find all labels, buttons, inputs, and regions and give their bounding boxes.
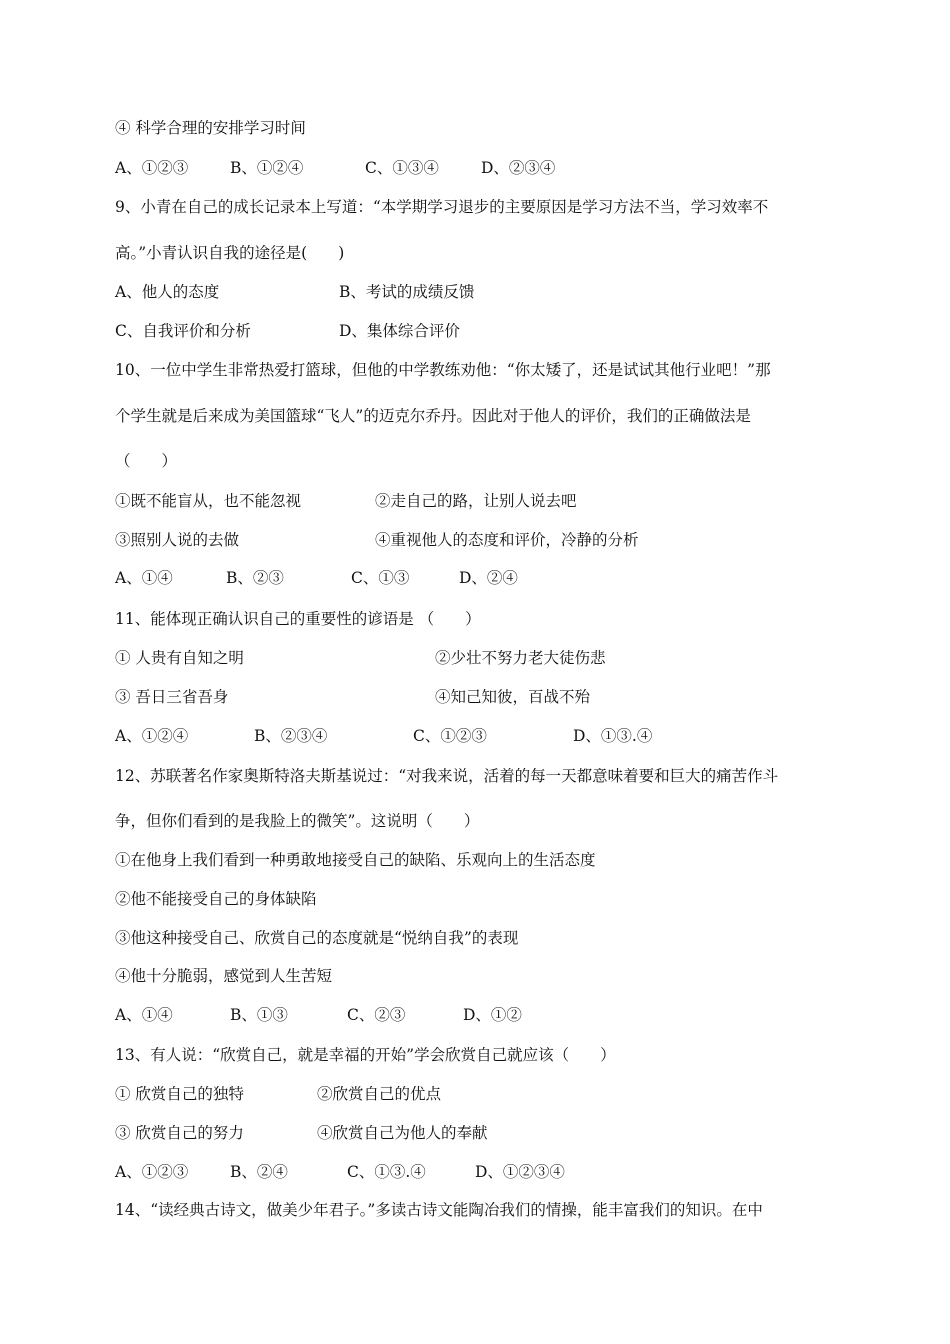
q12-item-1: ①在他身上我们看到一种勇敢地接受自己的缺陷、乐观向上的生活态度 <box>115 851 596 869</box>
q11-option-c: C、①②③ <box>413 727 487 745</box>
q11-option-d: D、①③.④ <box>573 727 653 745</box>
q12-option-b: B、①③ <box>230 1006 288 1024</box>
q11-item-1: ① 人贵有自知之明 <box>115 649 244 667</box>
q13-item-4: ④欣赏自己为他人的奉献 <box>317 1124 488 1142</box>
q11-item-4: ④知己知彼，百战不殆 <box>435 688 591 706</box>
q10-option-c: C、①③ <box>351 569 410 587</box>
q12-option-c: C、②③ <box>347 1006 406 1024</box>
q10-item-3: ③照别人说的去做 <box>115 531 240 549</box>
q10-stem-line-2: 个学生就是后来成为美国篮球“飞人”的迈克尔乔丹。因此对于他人的评价，我们的正确做法是 <box>115 407 751 425</box>
q11-option-a: A、①②④ <box>115 727 189 745</box>
q8-option-c: C、①③④ <box>365 159 439 177</box>
q14-stem-line-1: 14、“读经典古诗文，做美少年君子。”多读古诗文能陶冶我们的情操，能丰富我们的知识。在中 <box>115 1201 763 1219</box>
q10-stem-line-1: 10、一位中学生非常热爱打篮球，但他的中学教练劝他：“你太矮了，还是试试其他行业吧！”那 <box>115 361 771 379</box>
q11-stem: 11、能体现正确认识自己的重要性的谚语是 （ ） <box>115 610 481 628</box>
q11-item-2: ②少壮不努力老大徒伤悲 <box>435 649 606 667</box>
q10-stem-line-3: （ ） <box>115 452 178 470</box>
q11-item-3: ③ 吾日三省吾身 <box>115 688 229 706</box>
q10-item-4: ④重视他人的态度和评价，冷静的分析 <box>375 531 639 549</box>
q10-option-a: A、①④ <box>115 569 173 587</box>
q12-stem-line-1: 12、苏联著名作家奥斯特洛夫斯基说过：“对我来说，活着的每一天都意味着要和巨大的痛苦作斗 <box>115 767 779 785</box>
q13-option-c: C、①③.④ <box>347 1163 426 1181</box>
q8-option-b: B、①②④ <box>230 159 304 177</box>
q10-option-d: D、②④ <box>459 569 518 587</box>
q9-option-d: D、集体综合评价 <box>339 322 460 340</box>
q12-option-a: A、①④ <box>115 1006 173 1024</box>
q10-item-2: ②走自己的路，让别人说去吧 <box>375 492 577 510</box>
q12-option-d: D、①② <box>463 1006 522 1024</box>
q10-item-1: ①既不能盲从，也不能忽视 <box>115 492 302 510</box>
q13-item-1: ① 欣赏自己的独特 <box>115 1085 244 1103</box>
q9-option-a: A、他人的态度 <box>115 283 220 301</box>
q9-option-c: C、自我评价和分析 <box>115 322 251 340</box>
q12-item-3: ③他这种接受自己、欣赏自己的态度就是“悦纳自我”的表现 <box>115 929 519 947</box>
q8-item-4: ④ 科学合理的安排学习时间 <box>115 119 306 137</box>
q13-stem: 13、有人说：“欣赏自己，就是幸福的开始”学会欣赏自己就应该（ ） <box>115 1046 616 1064</box>
q8-option-d: D、②③④ <box>481 159 556 177</box>
q9-option-b: B、考试的成绩反馈 <box>339 283 475 301</box>
q11-option-b: B、②③④ <box>254 727 328 745</box>
q13-option-b: B、②④ <box>230 1163 288 1181</box>
q13-option-a: A、①②③ <box>115 1163 189 1181</box>
q10-option-b: B、②③ <box>226 569 284 587</box>
q13-item-3: ③ 欣赏自己的努力 <box>115 1124 244 1142</box>
q9-stem-line-2: 高。”小青认识自我的途径是( ) <box>115 244 345 262</box>
q12-stem-line-2: 争，但你们看到的是我脸上的微笑”。这说明（ ） <box>115 812 480 830</box>
q13-item-2: ②欣赏自己的优点 <box>317 1085 442 1103</box>
q8-option-a: A、①②③ <box>115 159 189 177</box>
q13-option-d: D、①②③④ <box>475 1163 565 1181</box>
q12-item-2: ②他不能接受自己的身体缺陷 <box>115 890 317 908</box>
q12-item-4: ④他十分脆弱，感觉到人生苦短 <box>115 967 333 985</box>
q9-stem-line-1: 9、小青在自己的成长记录本上写道：“本学期学习退步的主要原因是学习方法不当，学习效率不 <box>115 198 769 216</box>
